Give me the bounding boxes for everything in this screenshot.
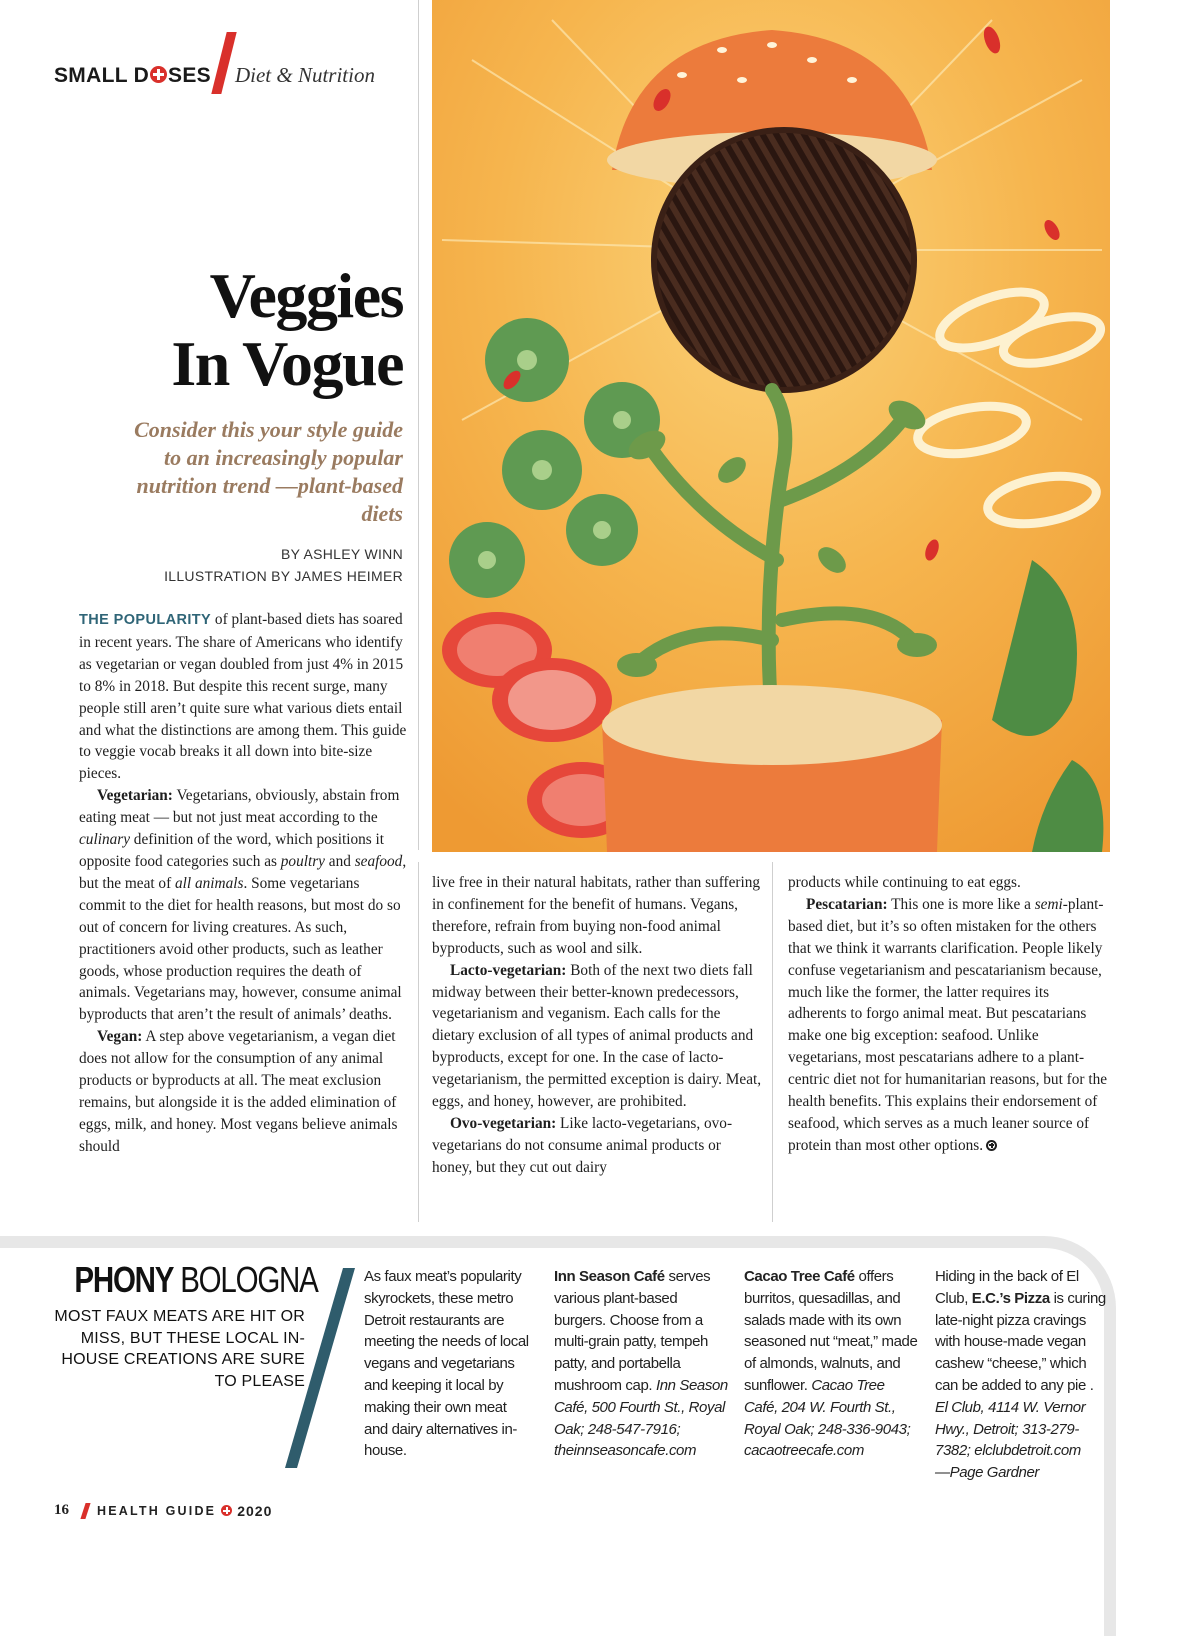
vegetarian-paragraph: Vegetarian: Vegetarians, obviously, abstain from eating meat — but not just meat according to the culinary definition of the word, which positions it opposite food categories such as poultry and seafood, but the meat of all animals. Some vegetarians commit to the diet for health reasons, but most do so out of concern for living creatures. As such, practitioners avoid other products, such as leather goods, whose production requires the death of animals. Vegetarians may, however, consume animal byproducts that aren’t the result of animals’ deaths. <box>79 787 407 1024</box>
page-footer <box>54 1502 272 1519</box>
medical-cross-icon <box>221 1505 232 1516</box>
lead-in: THE POPULARITY <box>79 612 212 628</box>
footer-slash <box>80 1503 90 1519</box>
article-column-2 <box>432 872 762 1179</box>
sidebar-intro: As faux meat’s popularity skyrockets, these metro Detroit restaurants are meeting the needs of local vegans and vegetarians and keeping it local by making their own meat and dairy alternatives in-house. <box>364 1268 529 1460</box>
intro-paragraph: THE POPULARITY of plant-based diets has soared in recent years. The share of Americans who identify as vegetarian or vegan doubled from just 4% in 2015 to 8% in 2018. But despite this recent surge, many people still aren’t quite sure what various diets entail and what the distinctions are among them. This guide to veggie vocab breaks it all down into bite-size pieces. <box>79 611 407 783</box>
article-column-3 <box>788 872 1110 1157</box>
header-divider <box>418 0 419 850</box>
pescatarian-term: Pescatarian: <box>806 895 888 913</box>
vegetarian-term: Vegetarian: <box>97 787 173 805</box>
sidebar-item-cacao-tree: Cacao Tree Café offers burritos, quesadillas, and salads made with its own seasoned nut “meat,” made of almonds, walnuts, and sunflower. Cacao Tree Café, 204 W. Fourth St., Royal Oak; 248-336-9043; cacaotreecafe.com <box>744 1268 918 1460</box>
byline <box>164 543 403 587</box>
column-divider <box>418 862 419 1222</box>
ovo-term: Ovo-vegetarian: <box>450 1114 557 1132</box>
column-divider <box>772 862 773 1222</box>
ovo-paragraph: Ovo-vegetarian: Like lacto-vegetarians, ovo-vegetarians do not consume animal products or honey, but they cut out dairy <box>432 1114 733 1176</box>
publication-year: 2020 <box>237 1502 273 1519</box>
section-brand: SMALL D SES <box>54 64 211 87</box>
vegan-paragraph: Vegan: A step above vegetarianism, a vegan diet does not allow for the consumption of any animal products or byproducts at all. The meat exclusion remains, but alongside it is the added elimination of eggs, milk, and honey. Most vegans believe animals should <box>79 1028 398 1155</box>
publication-name: HEALTH GUIDE <box>97 1503 217 1518</box>
illustration-credit: ILLUSTRATION BY JAMES HEIMER <box>164 568 403 584</box>
sidebar-subtitle: MOST FAUX MEATS ARE HIT OR MISS, BUT THESE LOCAL IN-HOUSE CREATIONS ARE SURE TO PLEASE <box>54 1308 305 1390</box>
medical-cross-icon <box>150 66 167 83</box>
vegan-paragraph-continued: live free in their natural habitats, rather than suffering in confinement for the benefit of humans. Vegans, therefore, refrain from buying non-food animal byproducts, such as wool and silk. <box>432 874 761 957</box>
lacto-term: Lacto-vegetarian: <box>450 961 567 979</box>
section-subtitle: Diet & Nutrition <box>234 63 375 87</box>
sidebar-item-ec-pizza: Hiding in the back of El Club, E.C.’s Pizza is curing late-night pizza cravings with house-made vegan cashew “cheese,” which can be added to any pie . El Club, 4114 W. Vernor Hwy., Detroit; 313-279-7382; elclubdetroit.com —Page Gardner <box>935 1268 1106 1482</box>
end-mark-icon <box>986 1140 997 1151</box>
author-credit: BY ASHLEY WINN <box>281 546 403 562</box>
article-column-1 <box>79 609 409 1158</box>
article-dek: Consider this your style guide to an increasingly popular nutrition trend —plant-based diets <box>134 417 403 526</box>
sidebar-title: PHONY BOLOGNA <box>74 1259 318 1300</box>
ovo-paragraph-continued: products while continuing to eat eggs. <box>788 874 1021 891</box>
pescatarian-paragraph: Pescatarian: This one is more like a semi-plant-based diet, but it’s so often mistaken for the others that we think it warrants clarification. People likely confuse vegetarianism and pescatarianism because, much like the former, the latter requires its adherents to forgo animal meat. But pescatarians make one big exception: seafood. Unlike vegetarians, most pescatarians adhere to a plant-centric diet not for humanitarian reasons, but for the health benefits. This explains their endorsement of seafood, which serves as a much leaner source of protein than most other options. <box>788 895 1108 1154</box>
vegan-term: Vegan: <box>97 1028 143 1046</box>
sidebar-item-inn-season: Inn Season Café serves various plant-based burgers. Choose from a multi-grain patty, tempeh patty, and portabella mushroom cap. Inn Season Café, 500 Fourth St., Royal Oak; 248-547-7916; theinnseasoncafe.com <box>554 1268 728 1460</box>
hero-illustration <box>432 0 1110 852</box>
sidebar-credit: —Page Gardner <box>935 1464 1040 1482</box>
page-number: 16 <box>54 1502 69 1518</box>
sidebar-slash <box>285 1268 355 1468</box>
lacto-paragraph: Lacto-vegetarian: Both of the next two diets fall midway between their better-known predecessors, vegetarianism and veganism. Each calls for the dietary exclusion of all types of animal products and byproducts, except for one. In the case of lacto-vegetarianism, the permitted exception is dairy. Meat, eggs, and honey, however, are prohibited. <box>432 961 762 1111</box>
article-title: Veggies In Vogue <box>171 260 403 399</box>
section-header <box>54 50 375 86</box>
header-slash <box>211 32 236 94</box>
